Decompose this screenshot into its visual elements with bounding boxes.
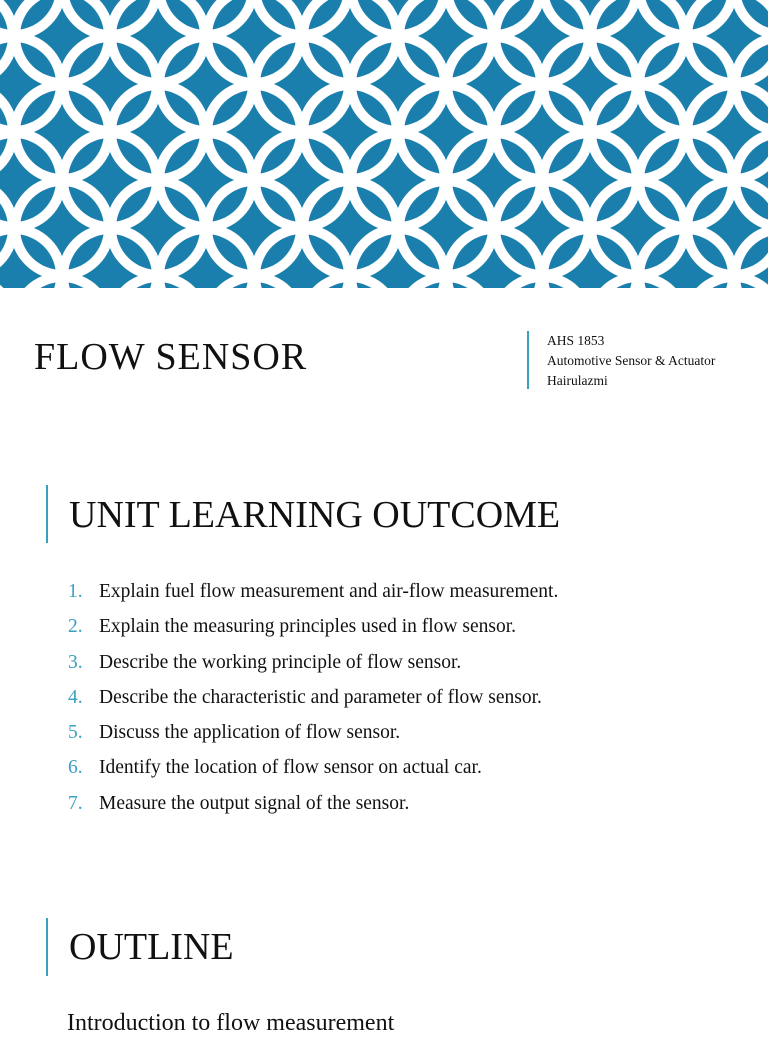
title-divider (527, 331, 529, 389)
course-name: Automotive Sensor & Actuator (547, 353, 716, 368)
list-item-number: 3. (68, 651, 83, 673)
list-item-number: 5. (68, 722, 83, 744)
course-info (547, 331, 715, 391)
title-slide (0, 288, 768, 438)
list-item-text: Discuss the application of flow sensor. (99, 722, 401, 744)
decorative-banner (0, 0, 768, 288)
list-item-text: Describe the characteristic and parameter of flow sensor. (99, 686, 542, 708)
list-item-text: Identify the location of flow sensor on actual car. (99, 757, 482, 779)
list-item-number: 4. (68, 686, 83, 708)
list-item-number: 6. (68, 757, 83, 779)
presentation-title: FLOW SENSOR (34, 336, 308, 378)
learning-outcome-heading: UNIT LEARNING OUTCOME (69, 494, 561, 536)
author-name: Hairulazmi (547, 373, 608, 388)
list-item-number: 1. (68, 581, 83, 602)
heading-accent-bar (46, 918, 48, 976)
list-item-text: Explain the measuring principles used in flow sensor. (99, 616, 517, 638)
course-code: AHS 1853 (547, 333, 605, 348)
list-item-number: 2. (68, 616, 83, 638)
heading-accent-bar (46, 485, 48, 543)
list-item-text: Measure the output signal of the sensor. (99, 792, 410, 814)
circle-pattern-graphic (0, 0, 768, 288)
outline-first-item: Introduction to flow measurement (67, 1010, 395, 1036)
list-item-text: Explain fuel flow measurement and air-flow measurement. (99, 581, 559, 602)
outline-heading: OUTLINE (69, 926, 234, 968)
list-item-number: 7. (68, 792, 83, 814)
list-item-text: Describe the working principle of flow sensor. (99, 651, 462, 673)
